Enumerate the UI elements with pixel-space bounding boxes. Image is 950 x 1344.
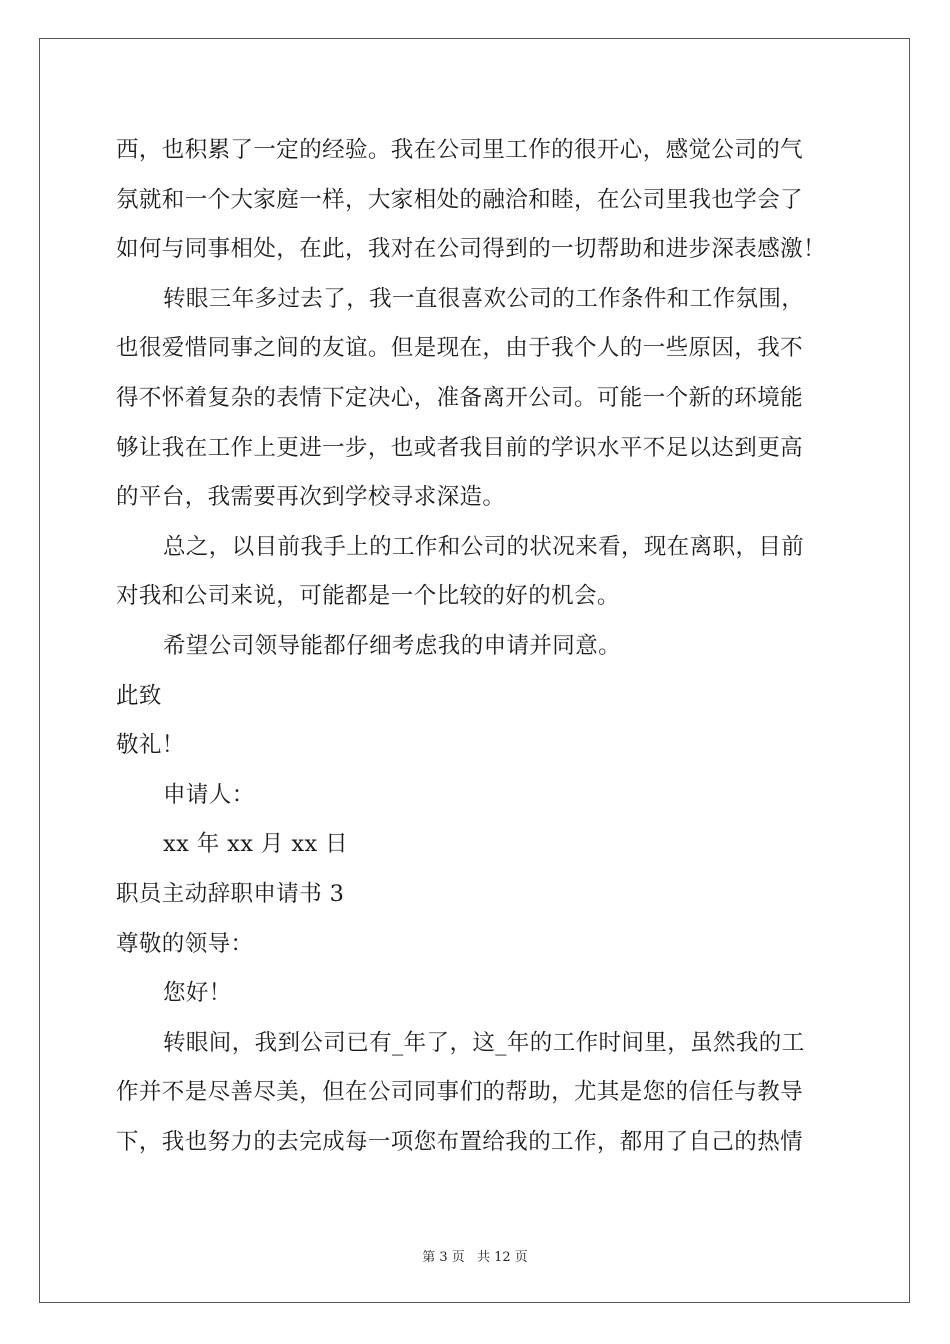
page-total: 共 12 页 bbox=[476, 1250, 528, 1265]
paragraph-line: 转眼间，我到公司已有_年了，这_年的工作时间里，虽然我的工 bbox=[163, 1029, 805, 1056]
page-number: 第 3 页 bbox=[422, 1250, 465, 1265]
document-body bbox=[116, 126, 846, 1167]
paragraph-line: 也很爱惜同事之间的友谊。但是现在，由于我个人的一些原因，我不 bbox=[116, 335, 804, 362]
page-footer bbox=[0, 1246, 950, 1265]
paragraph-line: 如何与同事相处，在此，我对在公司得到的一切帮助和进步深表感激！ bbox=[116, 236, 826, 263]
salutation: 尊敬的领导： bbox=[116, 930, 254, 957]
applicant-label: 申请人： bbox=[163, 781, 255, 808]
paragraph-line: 够让我在工作上更进一步，也或者我目前的学识水平不足以达到更高 bbox=[116, 434, 804, 461]
paragraph-line: 对我和公司来说，可能都是一个比较的好的机会。 bbox=[116, 583, 620, 610]
paragraph-line: 西，也积累了一定的经验。我在公司里工作的很开心，感觉公司的气 bbox=[116, 137, 804, 163]
paragraph-line: 下，我也努力的去完成每一项您布置给我的工作，都用了自己的热情 bbox=[116, 1128, 804, 1155]
closing-line: 此致 bbox=[116, 682, 162, 709]
paragraph-line: 总之，以目前我手上的工作和公司的状况来看，现在离职，目前 bbox=[163, 533, 805, 560]
paragraph-line: 氛就和一个大家庭一样，大家相处的融洽和睦，在公司里我也学会了 bbox=[116, 186, 804, 213]
paragraph-line: 希望公司领导能都仔细考虑我的申请并同意。 bbox=[163, 632, 622, 659]
closing-salute: 敬礼！ bbox=[116, 732, 185, 759]
greeting: 您好！ bbox=[163, 980, 232, 1007]
paragraph-line: 的平台，我需要再次到学校寻求深造。 bbox=[116, 484, 506, 511]
paragraph-line: 得不怀着复杂的表情下定决心，准备离开公司。可能一个新的环境能 bbox=[116, 384, 804, 411]
paragraph-line: 作并不是尽善尽美，但在公司同事们的帮助，尤其是您的信任与教导 bbox=[116, 1079, 804, 1106]
section-title: 职员主动辞职申请书 3 bbox=[116, 880, 345, 907]
date-line: xx 年 xx 月 xx 日 bbox=[163, 831, 348, 858]
paragraph-line: 转眼三年多过去了，我一直很喜欢公司的工作条件和工作氛围， bbox=[163, 285, 805, 312]
